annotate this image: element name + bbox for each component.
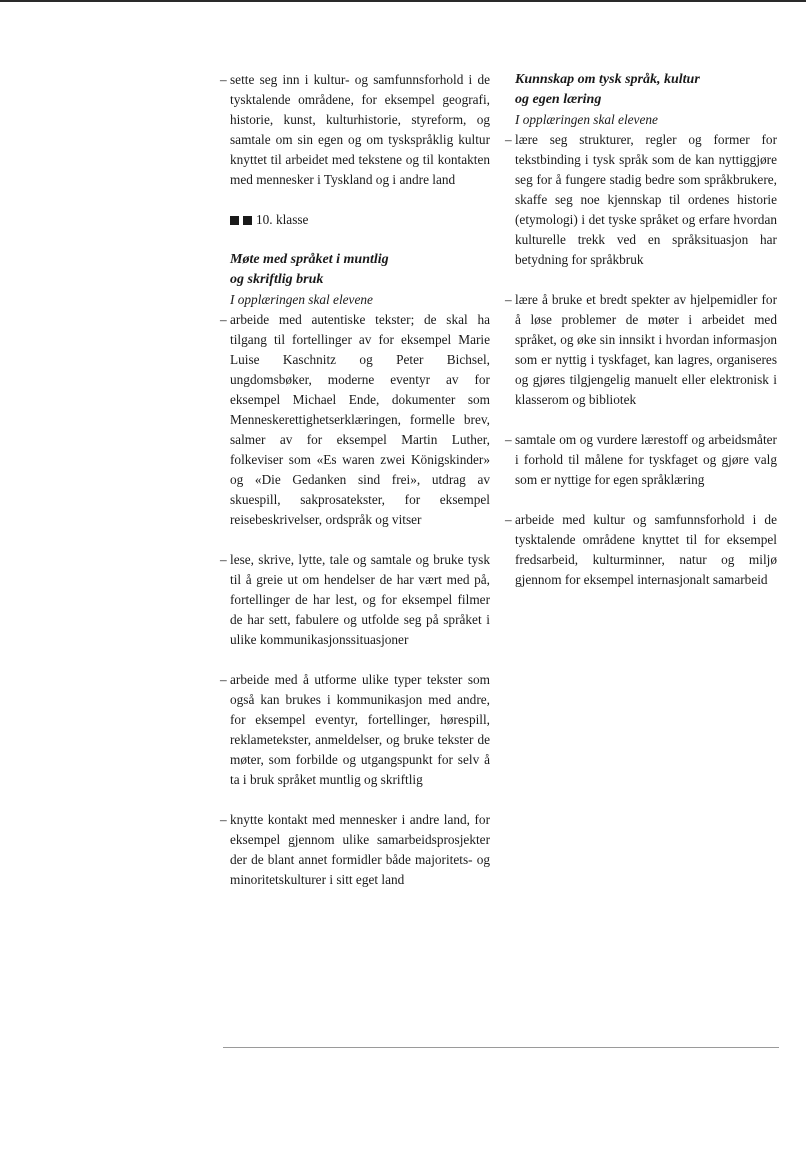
- list-item: [505, 510, 777, 590]
- list-item-text: samtale om og vurdere lærestoff og arbeidsmåter i forhold til målene for tyskfaget og gjøre valg som er nyttige for egen språklæring: [515, 432, 777, 487]
- list-item-text: arbeide med å utforme ulike typer tekster som også kan brukes i kommunikasjon med andre, for eksempel eventyr, fortellinger, hørespill, reklametekster, anmeldelser, og bruke tekster de møter, som forbilde og utgangspunkt for selv å ta i bruk språket muntlig og skriftlig: [230, 672, 490, 787]
- list-item: [220, 70, 490, 190]
- list-item-text: lese, skrive, lytte, tale og samtale og bruke tysk til å greie ut om hendelser de har vært med på, fortellinger de har lest, og for eksempel filmer de har sett, fabulere og utfolde seg på språket i ulike kommunikasjonssituasjoner: [230, 552, 490, 647]
- section-subheading: I opplæringen skal elevene: [515, 112, 658, 127]
- list-item-text: arbeide med kultur og samfunnsforhold i de tysktalende områdene knyttet til for eksempel fredsarbeid, kulturminner, natur og miljø gjennom for eksempel internasjonalt samarbeid: [515, 512, 777, 587]
- list-item: [505, 430, 777, 490]
- grade-marker: [220, 210, 490, 230]
- list-item-text: arbeide med autentiske tekster; de skal ha tilgang til fortellinger av for eksempel Marie Luise Kaschnitz og Peter Bichsel, ungdomsbøker, moderne eventyr av for eksempel Michael Ende, dokumenter som Menneskerettighetserklæringen, formelle brev, salmer av for eksempel Martin Luther, folkeviser som «Es waren zwei Königskinder» og «Die Gedanken sind frei», utdrag av skuespill, sakprosatekster, for eksempel reisebeskrivelser, ordspråk og vitser: [230, 312, 490, 527]
- grade-label: 10. klasse: [256, 212, 309, 227]
- left-column: [220, 70, 490, 910]
- dash-icon: –: [220, 72, 227, 87]
- list-item-text: knytte kontakt med mennesker i andre land, for eksempel gjennom ulike samarbeidsprosjekter der de blant annet formidler både majoritets- og minoritetskulturer i sitt eget land: [230, 812, 490, 887]
- section-heading-line: og egen læring: [515, 92, 602, 107]
- dash-icon: –: [220, 312, 227, 327]
- section-subheading: I opplæringen skal elevene: [230, 292, 373, 307]
- bottom-rule: [223, 1047, 779, 1048]
- intro-item-text: sette seg inn i kultur- og samfunnsforhold i de tysktalende områdene, for eksempel geografi, historie, kunst, kulturhistorie, styreform, og samtale om sin egen og om tyskspråklig kultur knyttet til arbeidet med tekstene og til kontakten med mennesker i Tyskland og i andre land: [230, 72, 490, 187]
- section-heading: [505, 70, 777, 110]
- dash-icon: –: [505, 432, 512, 447]
- square-bullet-icon: [243, 216, 252, 225]
- list-item: [220, 670, 490, 790]
- right-column: [505, 70, 777, 610]
- dash-icon: –: [220, 672, 227, 687]
- section-heading-line: og skriftlig bruk: [230, 272, 324, 287]
- list-item: [505, 130, 777, 270]
- list-item-text: lære seg strukturer, regler og former for tekstbinding i tysk språk som de kan nyttiggjøre seg for å fungere stadig bedre som språkbrukere, skaffe seg noe kjennskap til ordenes historie (etymologi) i det tyske språket og erfare hvordan kulturelle trekk ved en språksituasjon har betydning for språkbruk: [515, 132, 777, 267]
- section-heading: [220, 250, 490, 290]
- list-item-text: lære å bruke et bredt spekter av hjelpemidler for å løse problemer de møter i arbeidet med språket, og øke sin innsikt i hvordan informasjon som er nyttig i tyskfaget, kan lagres, organiseres og gjøres tilgjengelig manuelt eller elektronisk i klasserom og bibliotek: [515, 292, 777, 407]
- dash-icon: –: [505, 292, 512, 307]
- list-item: [505, 290, 777, 410]
- top-rule: [0, 0, 806, 2]
- dash-icon: –: [505, 132, 512, 147]
- square-bullet-icon: [230, 216, 239, 225]
- dash-icon: –: [505, 512, 512, 527]
- dash-icon: –: [220, 552, 227, 567]
- section-heading-line: Møte med språket i muntlig: [230, 252, 389, 267]
- list-item: [220, 550, 490, 650]
- section-heading-line: Kunnskap om tysk språk, kultur: [515, 72, 700, 87]
- list-item: [220, 310, 490, 530]
- list-item: [220, 810, 490, 890]
- dash-icon: –: [220, 812, 227, 827]
